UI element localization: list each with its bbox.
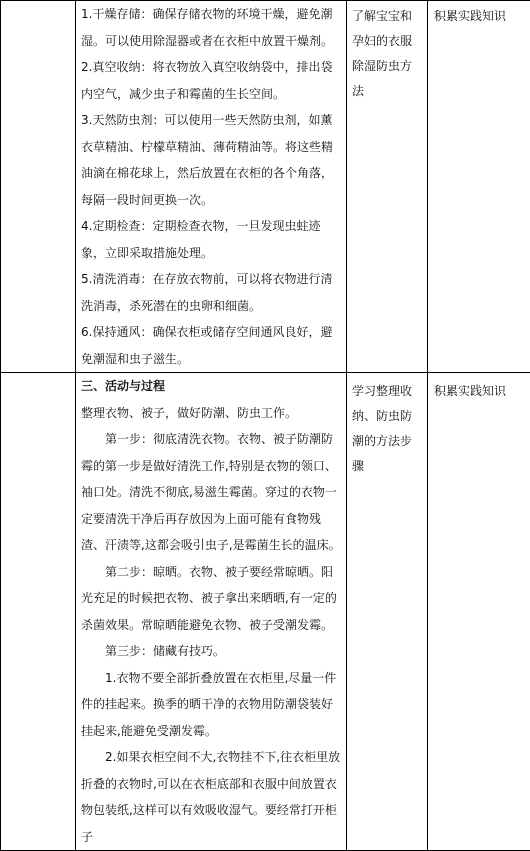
step-paragraph: 2.如果衣柜空间不大,衣物挂不下,往衣柜里放折叠的衣物时,可以在衣柜底部和衣服中间放置衣物包装纸,这样可以有效吸收湿气。要经常打开柜子 xyxy=(76,744,346,850)
intro-text: 整理衣物、被子，做好防潮、防虫工作。 xyxy=(76,400,346,427)
method-item: 2.真空收纳：将衣物放入真空收纳袋中，排出袋内空气，减少虫子和霉菌的生长空间。 xyxy=(76,54,346,107)
tag-text: 积累实践知识 xyxy=(428,373,530,404)
tag-cell xyxy=(428,1,530,373)
tag-cell xyxy=(428,373,530,851)
purpose-cell xyxy=(347,1,428,373)
content-cell xyxy=(76,373,347,851)
blank-cell xyxy=(1,373,76,851)
method-item: 1.干燥存储：确保存储衣物的环境干燥，避免潮湿。可以使用除湿器或者在衣柜中放置干燥剂。 xyxy=(76,1,346,54)
step-paragraph: 第一步：彻底清洗衣物。衣物、被子防潮防霉的第一步是做好清洗工作,特别是衣物的领口、袖口处。清洗不彻底,易滋生霉菌。穿过的衣物一定要清洗干净后再存放因为上面可能有食物残渣、汗渍等,这都会吸引虫子,是霉菌生长的温床。 xyxy=(76,426,346,559)
method-item: 4.定期检查：定期检查衣物，一旦发现虫蛀迹象，立即采取措施处理。 xyxy=(76,213,346,266)
section-heading: 三、活动与过程 xyxy=(76,373,346,400)
table-row xyxy=(1,1,530,373)
step-paragraph: 1.衣物不要全部折叠放置在衣柜里,尽量一件件的挂起来。换季的晒干净的衣物用防潮袋装好挂起来,能避免受潮发霉。 xyxy=(76,665,346,745)
content-cell xyxy=(76,1,347,373)
purpose-text: 了解宝宝和孕妇的衣服除湿防虫方法 xyxy=(347,1,427,104)
blank-cell xyxy=(1,1,76,373)
purpose-text: 学习整理收纳、防虫防潮的方法步骤 xyxy=(347,373,427,479)
method-item: 3.天然防虫剂：可以使用一些天然防虫剂，如薰衣草精油、柠檬草精油、薄荷精油等。将这些精油滴在棉花球上，然后放置在衣柜的各个角落，每隔一段时间更换一次。 xyxy=(76,107,346,213)
purpose-cell xyxy=(347,373,428,851)
step-paragraph: 第二步：晾晒。衣物、被子要经常晾晒。阳光充足的时候把衣物、被子拿出来晒晒,有一定的杀菌效果。常晾晒能避免衣物、被子受潮发霉。 xyxy=(76,559,346,639)
method-item: 6.保持通风：确保衣柜或储存空间通风良好，避免潮湿和虫子滋生。 xyxy=(76,319,346,372)
method-item: 5.清洗消毒：在存放衣物前，可以将衣物进行清洗消毒，杀死潜在的虫卵和细菌。 xyxy=(76,266,346,319)
table-row xyxy=(1,373,530,851)
step-paragraph: 第三步：储藏有技巧。 xyxy=(76,638,346,665)
tag-text: 积累实践知识 xyxy=(428,1,530,29)
